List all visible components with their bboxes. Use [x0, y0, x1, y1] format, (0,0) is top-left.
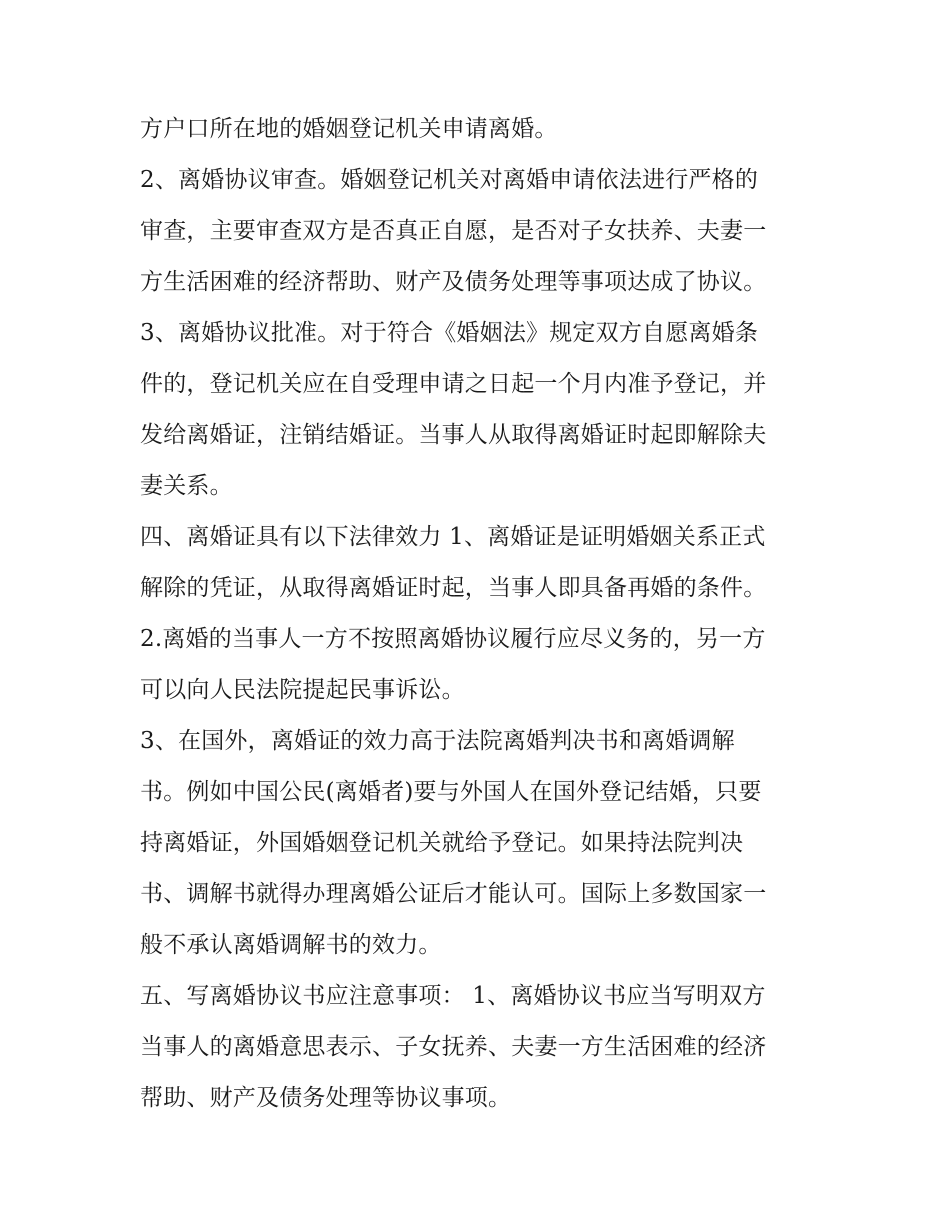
text-line: 妻关系。 — [140, 473, 233, 499]
text-line: 件的，登记机关应在自受理申请之日起一个月内准予登记，并 — [140, 371, 767, 397]
text-line: 帮助、财产及债务处理等协议事项。 — [140, 1085, 512, 1111]
text-line: 解除的凭证，从取得离婚证时起，当事人即具备再婚的条件。 — [140, 575, 767, 601]
text-line: 3、在国外，离婚证的效力高于法院离婚判决书和离婚调解 — [140, 728, 735, 754]
text-line: 可以向人民法院提起民事诉讼。 — [140, 677, 465, 703]
text-line: 书、调解书就得办理离婚公证后才能认可。国际上多数国家一 — [140, 881, 767, 907]
text-line: 2、离婚协议审查。婚姻登记机关对离婚申请依法进行严格的 — [140, 167, 759, 193]
text-line: 四、离婚证具有以下法律效力 1、离婚证是证明婚姻关系正式 — [140, 524, 766, 550]
text-line: 审查，主要审查双方是否真正自愿，是否对子女扶养、夫妻一 — [140, 218, 767, 244]
text-line: 五、写离婚协议书应注意事项： 1、离婚协议书应当写明双方 — [140, 983, 766, 1009]
text-line: 发给离婚证，注销结婚证。当事人从取得离婚证时起即解除夫 — [140, 422, 767, 448]
text-line: 当事人的离婚意思表示、子女抚养、夫妻一方生活困难的经济 — [140, 1034, 767, 1060]
text-line: 持离婚证，外国婚姻登记机关就给予登记。如果持法院判决 — [140, 830, 744, 856]
text-line: 2.离婚的当事人一方不按照离婚协议履行应尽义务的，另一方 — [140, 626, 766, 652]
text-line: 3、离婚协议批准。对于符合《婚姻法》规定双方自愿离婚条 — [140, 320, 759, 346]
document-body — [140, 104, 830, 1124]
text-line: 方生活困难的经济帮助、财产及债务处理等事项达成了协议。 — [140, 269, 767, 295]
text-line: 书。例如中国公民(离婚者)要与外国人在国外登记结婚，只要 — [140, 779, 762, 805]
text-line: 般不承认离婚调解书的效力。 — [140, 932, 442, 958]
text-line: 方户口所在地的婚姻登记机关申请离婚。 — [140, 116, 558, 142]
